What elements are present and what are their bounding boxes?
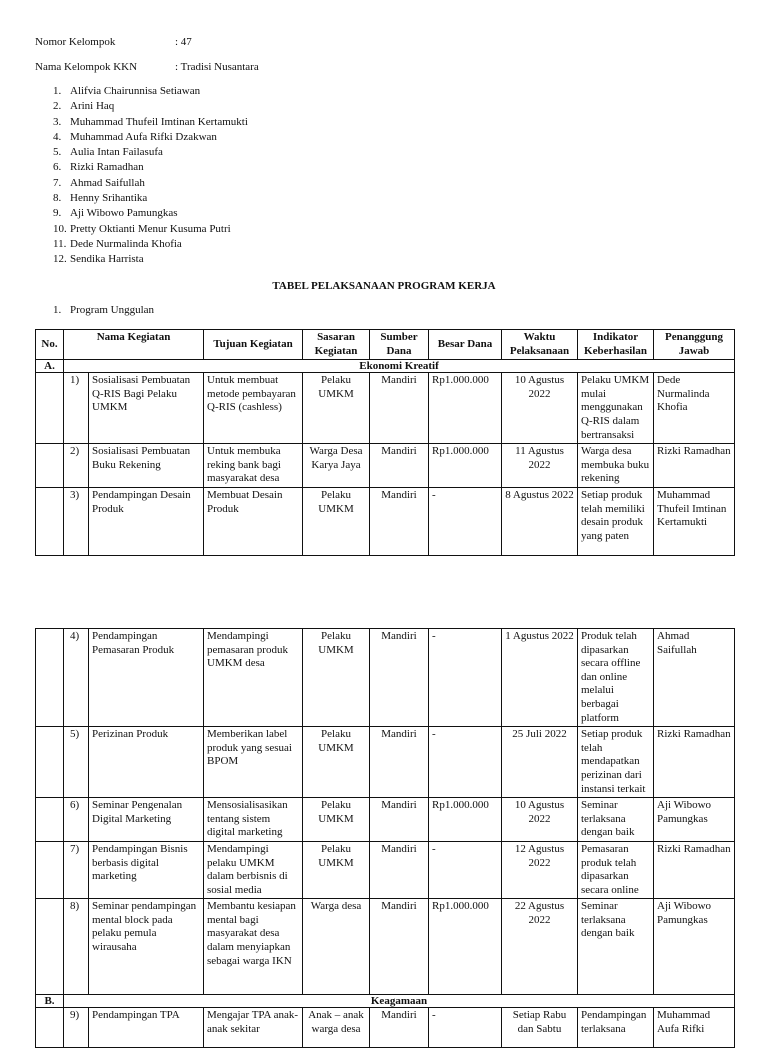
cell-nama: Pendampingan TPA <box>89 1008 204 1048</box>
group-row <box>36 360 735 373</box>
cell-num: 7) <box>64 841 89 898</box>
table-row <box>36 899 735 995</box>
col-header-sumber: Sumber Dana <box>370 330 429 360</box>
cell-no <box>36 899 64 995</box>
cell-indikator: Seminar terlaksana dengan baik <box>578 798 654 842</box>
cell-sasaran: Pelaku UMKM <box>303 487 370 555</box>
cell-num: 6) <box>64 798 89 842</box>
cell-no <box>36 373 64 444</box>
member-item <box>53 176 248 191</box>
cell-indikator: Pemasaran produk telah dipasarkan secara online <box>578 841 654 898</box>
col-header-penanggung: Penanggung Jawab <box>654 330 735 360</box>
cell-nama: Sosialisasi Pembuatan Buku Rekening <box>89 444 204 488</box>
member-list <box>53 84 248 268</box>
cell-waktu: 22 Agustus 2022 <box>502 899 578 995</box>
cell-besar: - <box>429 629 502 727</box>
cell-num: 5) <box>64 727 89 798</box>
section-label: Program Unggulan <box>70 304 155 316</box>
meta-name-label: Nama Kelompok KKN <box>35 61 138 73</box>
member-name: Aji Wibowo Pamungkas <box>70 207 178 220</box>
member-item <box>53 252 248 267</box>
cell-nama: Pendampingan Pemasaran Produk <box>89 629 204 727</box>
cell-besar: - <box>429 1008 502 1048</box>
cell-nama: Perizinan Produk <box>89 727 204 798</box>
cell-no <box>36 841 64 898</box>
cell-waktu: 25 Juli 2022 <box>502 727 578 798</box>
member-item <box>53 206 248 221</box>
cell-tujuan: Mengajar TPA anak-anak sekitar <box>204 1008 303 1048</box>
member-name: Muhammad Thufeil Imtinan Kertamukti <box>70 115 248 128</box>
cell-waktu: 1 Agustus 2022 <box>502 629 578 727</box>
cell-indikator: Pendampingan terlaksana <box>578 1008 654 1048</box>
cell-sasaran: Warga desa <box>303 899 370 995</box>
cell-besar: Rp1.000.000 <box>429 373 502 444</box>
cell-indikator: Warga desa membuka buku rekening <box>578 444 654 488</box>
member-number: 10. <box>53 222 67 235</box>
cell-sumber: Mandiri <box>370 798 429 842</box>
cell-indikator: Pelaku UMKM mulai menggunakan Q-RIS dalam bertransaksi <box>578 373 654 444</box>
group-letter: A. <box>36 360 64 373</box>
cell-sumber: Mandiri <box>370 629 429 727</box>
group-row <box>36 995 735 1008</box>
col-header-nama: Nama Kegiatan <box>64 330 204 360</box>
cell-besar: Rp1.000.000 <box>429 798 502 842</box>
member-number: 1. <box>53 85 62 97</box>
member-number: 12. <box>53 253 67 266</box>
member-item <box>53 145 248 160</box>
table-row <box>36 798 735 842</box>
meta-number-label: Nomor Kelompok <box>35 36 116 48</box>
table-row <box>36 629 735 727</box>
cell-tujuan: Untuk membuka reking bank bagi masyarakat desa <box>204 444 303 488</box>
cell-indikator: Seminar terlaksana dengan baik <box>578 899 654 995</box>
group-label: Keagamaan <box>64 995 735 1008</box>
cell-sasaran: Anak – anak warga desa <box>303 1008 370 1048</box>
group-label: Ekonomi Kreatif <box>64 360 735 373</box>
member-name: Henny Srihantika <box>70 192 148 205</box>
member-item <box>53 191 248 206</box>
cell-num: 4) <box>64 629 89 727</box>
cell-tujuan: Mensosialisasikan tentang sistem digital marketing <box>204 798 303 842</box>
table-row <box>36 841 735 898</box>
cell-besar: - <box>429 487 502 555</box>
cell-no <box>36 629 64 727</box>
member-number: 11. <box>53 237 67 250</box>
member-name: Muhammad Aufa Rifki Dzakwan <box>70 130 217 143</box>
cell-waktu: 8 Agustus 2022 <box>502 487 578 555</box>
cell-pj: Aji Wibowo Pamungkas <box>654 798 735 842</box>
cell-sumber: Mandiri <box>370 487 429 555</box>
table-row <box>36 444 735 488</box>
group-letter: B. <box>36 995 64 1008</box>
cell-sasaran: Warga Desa Karya Jaya <box>303 444 370 488</box>
cell-num: 1) <box>64 373 89 444</box>
cell-nama: Sosialisasi Pembuatan Q-RIS Bagi Pelaku UMKM <box>89 373 204 444</box>
cell-nama: Seminar pendampingan mental block pada pelaku pemula wirausaha <box>89 899 204 995</box>
cell-num: 8) <box>64 899 89 995</box>
section-number: 1. <box>53 304 62 316</box>
table-row <box>36 727 735 798</box>
member-name: Dede Nurmalinda Khofia <box>70 237 182 250</box>
cell-sasaran: Pelaku UMKM <box>303 629 370 727</box>
cell-sumber: Mandiri <box>370 727 429 798</box>
member-name: Sendika Harrista <box>70 253 144 266</box>
cell-no <box>36 727 64 798</box>
member-item <box>53 84 248 99</box>
member-item <box>53 130 248 145</box>
cell-waktu: 10 Agustus 2022 <box>502 798 578 842</box>
cell-no <box>36 1008 64 1048</box>
cell-tujuan: Membuat Desain Produk <box>204 487 303 555</box>
member-name: Alifvia Chairunnisa Setiawan <box>70 85 201 97</box>
cell-besar: Rp1.000.000 <box>429 899 502 995</box>
cell-waktu: 12 Agustus 2022 <box>502 841 578 898</box>
cell-sumber: Mandiri <box>370 841 429 898</box>
member-item <box>53 237 248 252</box>
cell-tujuan: Membantu kesiapan mental bagi masyarakat desa dalam menyiapkan sebagai warga IKN <box>204 899 303 995</box>
table-row <box>36 373 735 444</box>
member-item <box>53 160 248 175</box>
cell-tujuan: Mendampingi pemasaran produk UMKM desa <box>204 629 303 727</box>
document-title: TABEL PELAKSANAAN PROGRAM KERJA <box>272 280 496 292</box>
cell-sasaran: Pelaku UMKM <box>303 373 370 444</box>
program-table-continued <box>35 628 735 1048</box>
col-header-no: No. <box>36 330 64 360</box>
cell-sumber: Mandiri <box>370 899 429 995</box>
cell-waktu: 10 Agustus 2022 <box>502 373 578 444</box>
member-number: 8. <box>53 192 62 205</box>
cell-num: 2) <box>64 444 89 488</box>
member-item <box>53 222 248 237</box>
cell-besar: - <box>429 727 502 798</box>
member-number: 9. <box>53 207 62 220</box>
cell-indikator: Produk telah dipasarkan secara offline dan online melalui berbagai platform <box>578 629 654 727</box>
col-header-indikator: Indikator Keberhasilan <box>578 330 654 360</box>
col-header-besar: Besar Dana <box>429 330 502 360</box>
cell-sasaran: Pelaku UMKM <box>303 727 370 798</box>
member-item <box>53 115 248 130</box>
member-name: Rizki Ramadhan <box>70 161 144 174</box>
cell-nama: Pendampingan Desain Produk <box>89 487 204 555</box>
cell-sumber: Mandiri <box>370 1008 429 1048</box>
col-header-tujuan: Tujuan Kegiatan <box>204 330 303 360</box>
member-item <box>53 99 248 114</box>
col-header-waktu: Waktu Pelaksanaan <box>502 330 578 360</box>
meta-number-value: : 47 <box>175 36 192 48</box>
cell-besar: Rp1.000.000 <box>429 444 502 488</box>
cell-pj: Ahmad Saifullah <box>654 629 735 727</box>
cell-nama: Pendampingan Bisnis berbasis digital marketing <box>89 841 204 898</box>
cell-sumber: Mandiri <box>370 373 429 444</box>
cell-pj: Muhammad Thufeil Imtinan Kertamukti <box>654 487 735 555</box>
cell-waktu: 11 Agustus 2022 <box>502 444 578 488</box>
meta-name-value: : Tradisi Nusantara <box>175 61 259 73</box>
program-table <box>35 329 735 556</box>
cell-pj: Rizki Ramadhan <box>654 841 735 898</box>
member-name: Arini Haq <box>70 100 115 113</box>
cell-num: 9) <box>64 1008 89 1048</box>
member-number: 5. <box>53 146 62 159</box>
cell-nama: Seminar Pengenalan Digital Marketing <box>89 798 204 842</box>
cell-besar: - <box>429 841 502 898</box>
member-number: 3. <box>53 115 62 128</box>
cell-sumber: Mandiri <box>370 444 429 488</box>
cell-pj: Aji Wibowo Pamungkas <box>654 899 735 995</box>
cell-pj: Rizki Ramadhan <box>654 444 735 488</box>
cell-pj: Dede Nurmalinda Khofia <box>654 373 735 444</box>
cell-num: 3) <box>64 487 89 555</box>
cell-indikator: Setiap produk telah memiliki desain produk yang paten <box>578 487 654 555</box>
cell-indikator: Setiap produk telah mendapatkan perizinan dari instansi terkait <box>578 727 654 798</box>
member-name: Ahmad Saifullah <box>70 176 145 189</box>
table-row <box>36 487 735 555</box>
member-name: Pretty Oktianti Menur Kusuma Putri <box>70 222 231 235</box>
col-header-sasaran: Sasaran Kegiatan <box>303 330 370 360</box>
cell-pj: Muhammad Aufa Rifki <box>654 1008 735 1048</box>
cell-waktu: Setiap Rabu dan Sabtu <box>502 1008 578 1048</box>
cell-no <box>36 487 64 555</box>
member-number: 4. <box>53 130 62 143</box>
cell-tujuan: Untuk membuat metode pembayaran Q-RIS (cashless) <box>204 373 303 444</box>
member-name: Aulia Intan Failasufa <box>70 146 163 159</box>
section-heading <box>53 304 154 318</box>
member-number: 2. <box>53 100 62 113</box>
cell-sasaran: Pelaku UMKM <box>303 798 370 842</box>
cell-sasaran: Pelaku UMKM <box>303 841 370 898</box>
cell-no <box>36 798 64 842</box>
table-row <box>36 1008 735 1048</box>
member-number: 6. <box>53 161 62 174</box>
cell-pj: Rizki Ramadhan <box>654 727 735 798</box>
member-number: 7. <box>53 176 62 189</box>
cell-no <box>36 444 64 488</box>
cell-tujuan: Mendampingi pelaku UMKM dalam berbisnis di sosial media <box>204 841 303 898</box>
cell-tujuan: Memberikan label produk yang sesuai BPOM <box>204 727 303 798</box>
table-header-row <box>36 330 735 360</box>
